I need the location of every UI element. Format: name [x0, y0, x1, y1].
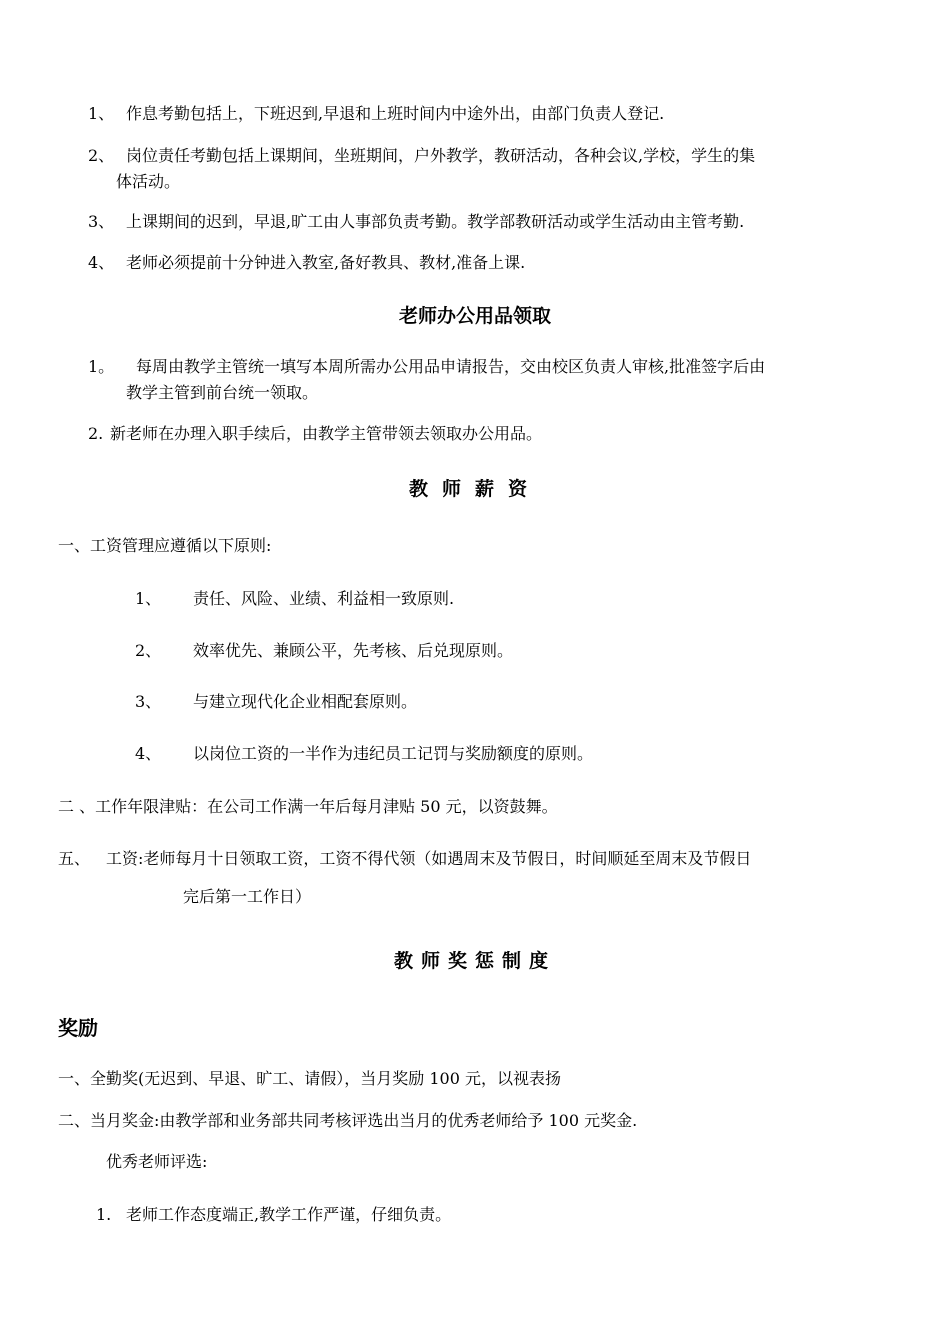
list-number: 4、 — [135, 744, 162, 763]
principle-text: 效率优先、兼顾公平，先考核、后兑现原则。 — [193, 641, 514, 660]
payday-text: 工资:老师每月十日领取工资，工资不得代领（如遇周末及节假日，时间顺延至周末及节假日 — [106, 849, 752, 868]
principle-text: 与建立现代化企业相配套原则。 — [193, 692, 418, 711]
principle-text: 责任、风险、业绩、利益相一致原则. — [193, 589, 455, 608]
list-number: 五、 — [58, 849, 91, 868]
list-number: 1. — [96, 1205, 112, 1224]
list-number: 4、 — [88, 253, 115, 272]
list-number: 2、 — [135, 641, 162, 660]
list-item-text: 岗位责任考勤包括上课期间，坐班期间，户外教学，教研活动，各种会议,学校，学生的集 — [126, 146, 756, 165]
list-number: 2. — [88, 424, 104, 443]
section-heading-rewards: 教师奖惩制度 — [393, 950, 556, 972]
monthly-bonus: 二、当月奖金:由教学部和业务部共同考核评选出当月的优秀老师给予 100 元奖金. — [58, 1111, 638, 1130]
list-item-text-continued: 教学主管到前台统一领取。 — [126, 383, 319, 402]
criteria-text: 老师工作态度端正,教学工作严谨，仔细负责。 — [126, 1205, 452, 1224]
principles-intro: 一、工资管理应遵循以下原则: — [58, 536, 272, 555]
list-item-text: 每周由教学主管统一填写本周所需办公用品申请报告，交由校区负责人审核,批准签字后由 — [136, 357, 766, 376]
rewards-subtitle: 奖励 — [58, 1016, 98, 1040]
payday-text-continued: 完后第一工作日） — [183, 887, 312, 906]
list-number: 1、 — [88, 104, 115, 123]
criteria-label: 优秀老师评选: — [106, 1152, 208, 1171]
principle-text: 以岗位工资的一半作为违纪员工记罚与奖励额度的原则。 — [193, 744, 594, 763]
full-attendance-award: 一、全勤奖(无迟到、早退、旷工、请假），当月奖励 100 元，以视表扬 — [58, 1069, 561, 1088]
section-heading-salary: 教师薪资 — [408, 478, 541, 500]
list-number: 3、 — [135, 692, 162, 711]
list-number: 3、 — [88, 212, 115, 231]
list-item-text-continued: 体活动。 — [116, 172, 181, 191]
section-heading-supplies: 老师办公用品领取 — [398, 305, 551, 327]
list-number: 1、 — [135, 589, 162, 608]
list-number: 2、 — [88, 146, 115, 165]
list-item-text: 上课期间的迟到，早退,旷工由人事部负责考勤。教学部教研活动或学生活动由主管考勤. — [126, 212, 745, 231]
seniority-allowance: 二 、工作年限津贴：在公司工作满一年后每月津贴 50 元，以资鼓舞。 — [58, 797, 558, 816]
list-item-text: 作息考勤包括上，下班迟到,早退和上班时间内中途外出，由部门负责人登记. — [126, 104, 665, 123]
list-item-text: 老师必须提前十分钟进入教室,备好教具、教材,准备上课. — [126, 253, 526, 272]
list-item-text: 新老师在办理入职手续后，由教学主管带领去领取办公用品。 — [110, 424, 543, 443]
list-number: 1。 — [88, 357, 115, 376]
